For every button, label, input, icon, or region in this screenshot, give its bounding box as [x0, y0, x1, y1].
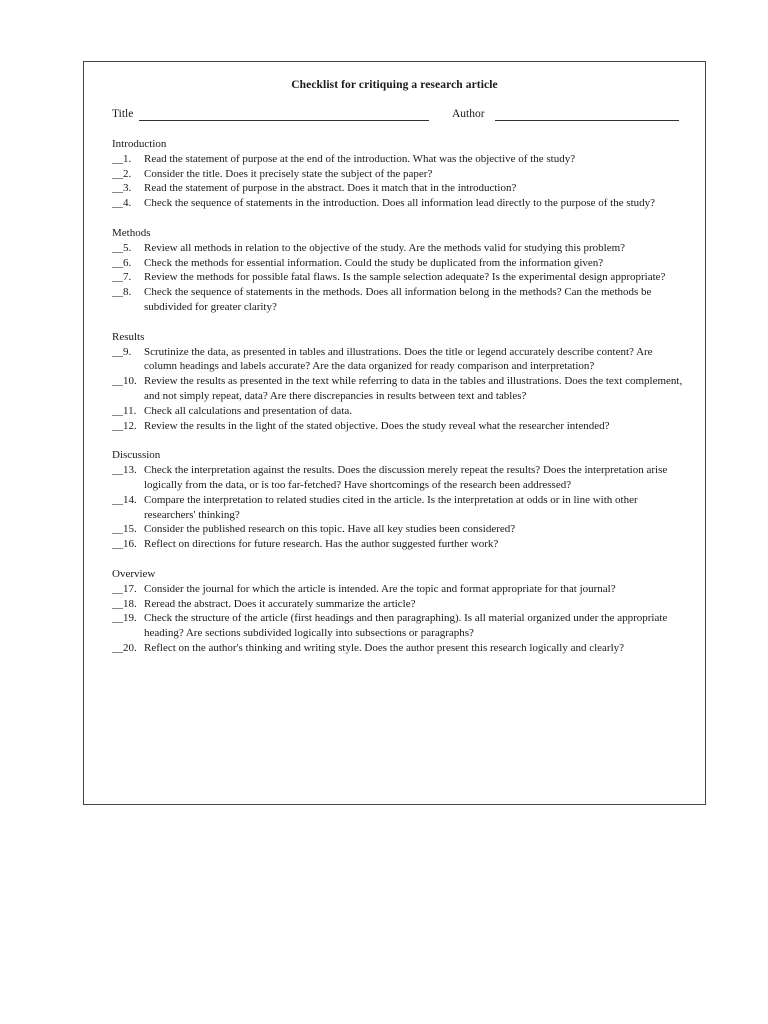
checklist-item-number[interactable]: __4. — [112, 197, 132, 210]
checklist-item — [112, 611, 687, 641]
checklist-item — [112, 463, 687, 493]
checklist-item-number[interactable]: __19. — [112, 612, 137, 625]
checklist-item-text: Read the statement of purpose in the abstract. Does it match that in the introduction? — [144, 182, 517, 195]
checklist-item-number[interactable]: __14. — [112, 493, 137, 506]
checklist-item-text: Compare the interpretation to related studies cited in the article. Is the interpretation at odds or in line with other researchers' thinking? — [144, 493, 638, 521]
checklist-item-text: Scrutinize the data, as presented in tables and illustrations. Does the title or legend accurately describe content? Are column headings and labels accurate? Are the data organized for ready comparison and interpretation? — [144, 345, 653, 373]
checklist-item-text: Check the interpretation against the results. Does the discussion merely repeat the results? Does the interpretation arise logically from the data, or is too far-fetched? Have shortcomings of the research been addressed? — [144, 464, 668, 491]
section-heading: Results — [112, 330, 145, 343]
checklist-item — [112, 537, 687, 552]
document-page — [83, 61, 706, 805]
checklist-item — [112, 196, 687, 211]
author-field-label: Author — [452, 108, 485, 120]
section-methods — [112, 226, 687, 315]
checklist-item-text: Review the methods for possible fatal flaws. Is the sample selection adequate? Is the experimental design appropriate? — [144, 271, 666, 284]
section-discussion — [112, 448, 687, 552]
checklist-item-number[interactable]: __15. — [112, 523, 137, 536]
checklist-item-text: Reflect on the author's thinking and writing style. Does the author present this research logically and clearly? — [144, 641, 625, 654]
section-heading: Introduction — [112, 138, 167, 150]
checklist-item-text: Check the structure of the article (first headings and then paragraphing). Is all material organized under the appropriate heading? Are sections subdivided logically into subsections or paragraphs? — [144, 612, 668, 640]
checklist-item — [112, 597, 687, 612]
checklist-item-text: Reflect on directions for future research. Has the author suggested further work? — [144, 538, 499, 551]
document-title: Checklist for critiquing a research article — [291, 79, 498, 91]
section-results — [112, 330, 687, 434]
checklist-item-text: Review all methods in relation to the objective of the study. Are the methods valid for studying this problem? — [144, 241, 626, 254]
checklist-item-text: Check the methods for essential information. Could the study be duplicated from the information given? — [144, 256, 604, 269]
checklist-item-number[interactable]: __5. — [112, 241, 132, 254]
checklist-item — [112, 152, 687, 167]
section-heading: Overview — [112, 567, 156, 580]
checklist-item — [112, 241, 687, 256]
checklist-item — [112, 270, 687, 285]
checklist-item-number[interactable]: __16. — [112, 538, 137, 551]
checklist-item — [112, 641, 687, 656]
checklist-item-number[interactable]: __20. — [112, 641, 137, 654]
title-field-label: Title — [112, 108, 134, 120]
checklist-item — [112, 522, 687, 537]
checklist-item — [112, 285, 687, 315]
checklist-item-number[interactable]: __13. — [112, 464, 137, 477]
checklist-item-text: Check the sequence of statements in the introduction. Does all information lead directly to the purpose of the study? — [144, 197, 656, 210]
checklist-content — [112, 137, 687, 671]
checklist-item — [112, 404, 687, 419]
checklist-item-number[interactable]: __9. — [112, 345, 132, 358]
checklist-item-text: Review the results as presented in the text while referring to data in the tables and illustrations. Does the text complement, and not simply repeat, data? Are there discrepancies in results between text and tables? — [144, 375, 683, 402]
checklist-item — [112, 256, 687, 271]
checklist-item-number[interactable]: __8. — [112, 286, 132, 299]
checklist-item-number[interactable]: __12. — [112, 419, 137, 432]
title-field-line[interactable] — [139, 108, 429, 121]
checklist-item-number[interactable]: __11. — [112, 404, 137, 417]
checklist-item — [112, 419, 687, 434]
section-introduction — [112, 137, 687, 211]
checklist-item-number[interactable]: __10. — [112, 375, 137, 388]
section-heading: Methods — [112, 226, 151, 239]
checklist-item — [112, 582, 687, 597]
checklist-item-text: Reread the abstract. Does it accurately summarize the article? — [144, 597, 416, 610]
checklist-item-text: Check the sequence of statements in the methods. Does all information belong in the methods? Can the methods be subdivided for greater clarity? — [144, 286, 652, 313]
author-field-line[interactable] — [495, 108, 679, 121]
checklist-item-number[interactable]: __6. — [112, 256, 132, 269]
checklist-item-text: Review the results in the light of the stated objective. Does the study reveal what the researcher intended? — [144, 419, 610, 432]
checklist-item — [112, 345, 687, 375]
checklist-item-number[interactable]: __1. — [112, 152, 132, 165]
section-heading: Discussion — [112, 449, 161, 462]
checklist-item-number[interactable]: __2. — [112, 167, 132, 180]
checklist-item — [112, 493, 687, 523]
checklist-item-text: Check all calculations and presentation of data. — [144, 404, 353, 417]
checklist-item-number[interactable]: __17. — [112, 582, 137, 595]
checklist-item — [112, 374, 687, 404]
checklist-item-text: Consider the published research on this topic. Have all key studies been considered? — [144, 523, 516, 536]
checklist-item — [112, 167, 687, 182]
checklist-item-text: Consider the title. Does it precisely state the subject of the paper? — [144, 167, 433, 180]
checklist-item-text: Consider the journal for which the article is intended. Are the topic and format appropriate for that journal? — [144, 582, 616, 595]
checklist-item-number[interactable]: __18. — [112, 597, 137, 610]
checklist-item-number[interactable]: __3. — [112, 182, 132, 195]
section-overview — [112, 567, 687, 656]
checklist-item-text: Read the statement of purpose at the end of the introduction. What was the objective of the study? — [144, 152, 576, 165]
checklist-item — [112, 181, 687, 196]
checklist-item-number[interactable]: __7. — [112, 271, 132, 284]
